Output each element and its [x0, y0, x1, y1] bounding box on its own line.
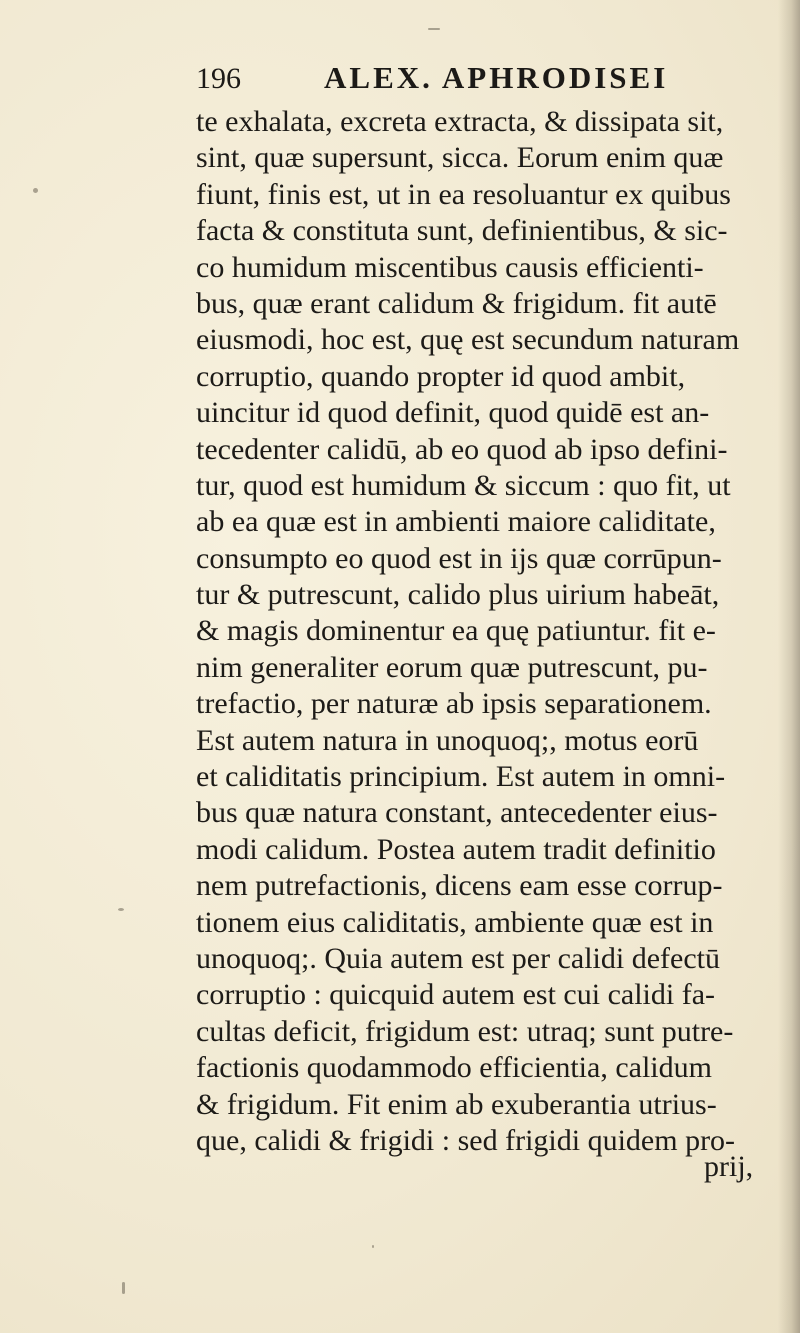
text-line: bus quæ natura constant, antecedenter eius-	[196, 796, 718, 830]
text-line: & magis dominentur ea quę patiuntur. fit e-	[196, 614, 716, 648]
text-line: ab ea quæ est in ambienti maiore caliditate,	[196, 505, 716, 539]
text-line: trefactio, per naturæ ab ipsis separationem.	[196, 687, 712, 721]
text-line: uincitur id quod definit, quod quidē est an-	[196, 396, 710, 430]
paper-speck	[122, 1282, 125, 1294]
text-line: tecedenter calidū, ab eo quod ab ipso defini-	[196, 432, 728, 466]
text-line: co humidum miscentibus causis efficienti-	[196, 250, 704, 284]
running-head: ALEX. APHRODISEI	[324, 60, 669, 95]
text-line: et caliditatis principium. Est autem in omni-	[196, 760, 726, 794]
page-header	[196, 60, 771, 104]
text-line: eiusmodi, hoc est, quę est secundum naturam	[196, 323, 740, 357]
paper-speck	[33, 188, 38, 193]
text-line: te exhalata, excreta extracta, & dissipata sit,	[196, 105, 724, 138]
paper-speck	[428, 28, 440, 30]
text-line: facta & constituta sunt, definientibus, & sic-	[196, 214, 728, 248]
paper-speck	[118, 908, 124, 911]
text-line: sint, quæ supersunt, sicca. Eorum enim quæ	[196, 141, 724, 175]
text-line: factionis quodammodo efficientia, calidum	[196, 1051, 712, 1085]
page-gutter-shadow	[778, 0, 800, 1333]
text-line: tur, quod est humidum & siccum : quo fit, ut	[196, 468, 731, 502]
text-line: corruptio, quando propter id quod ambit,	[196, 359, 686, 393]
text-line: bus, quæ erant calidum & frigidum. fit autē	[196, 286, 717, 320]
paper-speck	[372, 1245, 374, 1248]
text-line: corruptio : quicquid autem est cui calidi fa-	[196, 978, 715, 1012]
text-line: cultas deficit, frigidum est: utraq; sunt putre-	[196, 1014, 734, 1048]
page-number: 196	[196, 62, 241, 95]
catchword: prij,	[704, 1150, 754, 1183]
body-text	[196, 104, 776, 1159]
text-line: que, calidi & frigidi : sed frigidi quidem pro-	[196, 1123, 736, 1157]
text-line: fiunt, finis est, ut in ea resoluantur ex quibus	[196, 177, 731, 211]
text-line: Est autem natura in unoquoq;, motus eorū	[196, 723, 699, 757]
text-line: tionem eius caliditatis, ambiente quæ est in	[196, 905, 714, 939]
text-line: modi calidum. Postea autem tradit definitio	[196, 832, 716, 866]
text-line: nim generaliter eorum quæ putrescunt, pu-	[196, 650, 708, 684]
text-line: nem putrefactionis, dicens eam esse corrup-	[196, 869, 723, 903]
text-line: consumpto eo quod est in ijs quæ corrūpun-	[196, 541, 722, 575]
text-line: unoquoq;. Quia autem est per calidi defectū	[196, 941, 720, 975]
text-line: tur & putrescunt, calido plus uirium habeāt,	[196, 578, 720, 612]
text-line: & frigidum. Fit enim ab exuberantia utrius-	[196, 1087, 717, 1121]
